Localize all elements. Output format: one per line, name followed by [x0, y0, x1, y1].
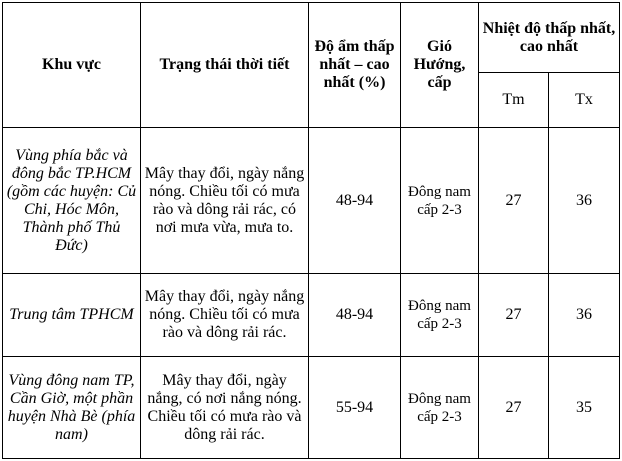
weather-cell: Mây thay đổi, ngày nắng, có nơi nắng nóng. Chiều tối có mưa rào và dông rải rác. [141, 357, 309, 459]
tmin-cell: 27 [479, 357, 549, 459]
table-row [3, 274, 620, 357]
tmax-cell: 36 [549, 128, 620, 274]
tmax-cell: 36 [549, 274, 620, 357]
wind-cell: Đông nam cấp 2-3 [401, 357, 479, 459]
tmin-cell: 27 [479, 274, 549, 357]
header-weather: Trạng thái thời tiết [141, 3, 309, 128]
header-wind: Gió Hướng, cấp [401, 3, 479, 128]
header-humidity: Độ ẩm thấp nhất – cao nhất (%) [309, 3, 401, 128]
header-row [3, 3, 620, 73]
weather-cell: Mây thay đổi, ngày nắng nóng. Chiều tối có mưa rào và dông rải rác, có nơi mưa vừa, mưa to. [141, 128, 309, 274]
humidity-cell: 48-94 [309, 274, 401, 357]
humidity-cell: 55-94 [309, 357, 401, 459]
weather-forecast-table [2, 2, 620, 459]
tmin-cell: 27 [479, 128, 549, 274]
weather-cell: Mây thay đổi, ngày nắng nóng. Chiều tối có mưa rào và dông rải rác. [141, 274, 309, 357]
region-cell: Vùng đông nam TP, Cần Giờ, một phần huyện Nhà Bè (phía nam) [3, 357, 141, 459]
wind-cell: Đông nam cấp 2-3 [401, 128, 479, 274]
tmax-cell: 35 [549, 357, 620, 459]
header-temperature: Nhiệt độ thấp nhất, cao nhất [479, 3, 620, 73]
table-row [3, 357, 620, 459]
region-cell: Vùng phía bắc và đông bắc TP.HCM (gồm các huyện: Củ Chi, Hóc Môn, Thành phố Thủ Đức) [3, 128, 141, 274]
wind-cell: Đông nam cấp 2-3 [401, 274, 479, 357]
header-region: Khu vực [3, 3, 141, 128]
table-row [3, 128, 620, 274]
region-cell: Trung tâm TPHCM [3, 274, 141, 357]
header-tmax: Tx [549, 73, 620, 128]
header-tmin: Tm [479, 73, 549, 128]
humidity-cell: 48-94 [309, 128, 401, 274]
